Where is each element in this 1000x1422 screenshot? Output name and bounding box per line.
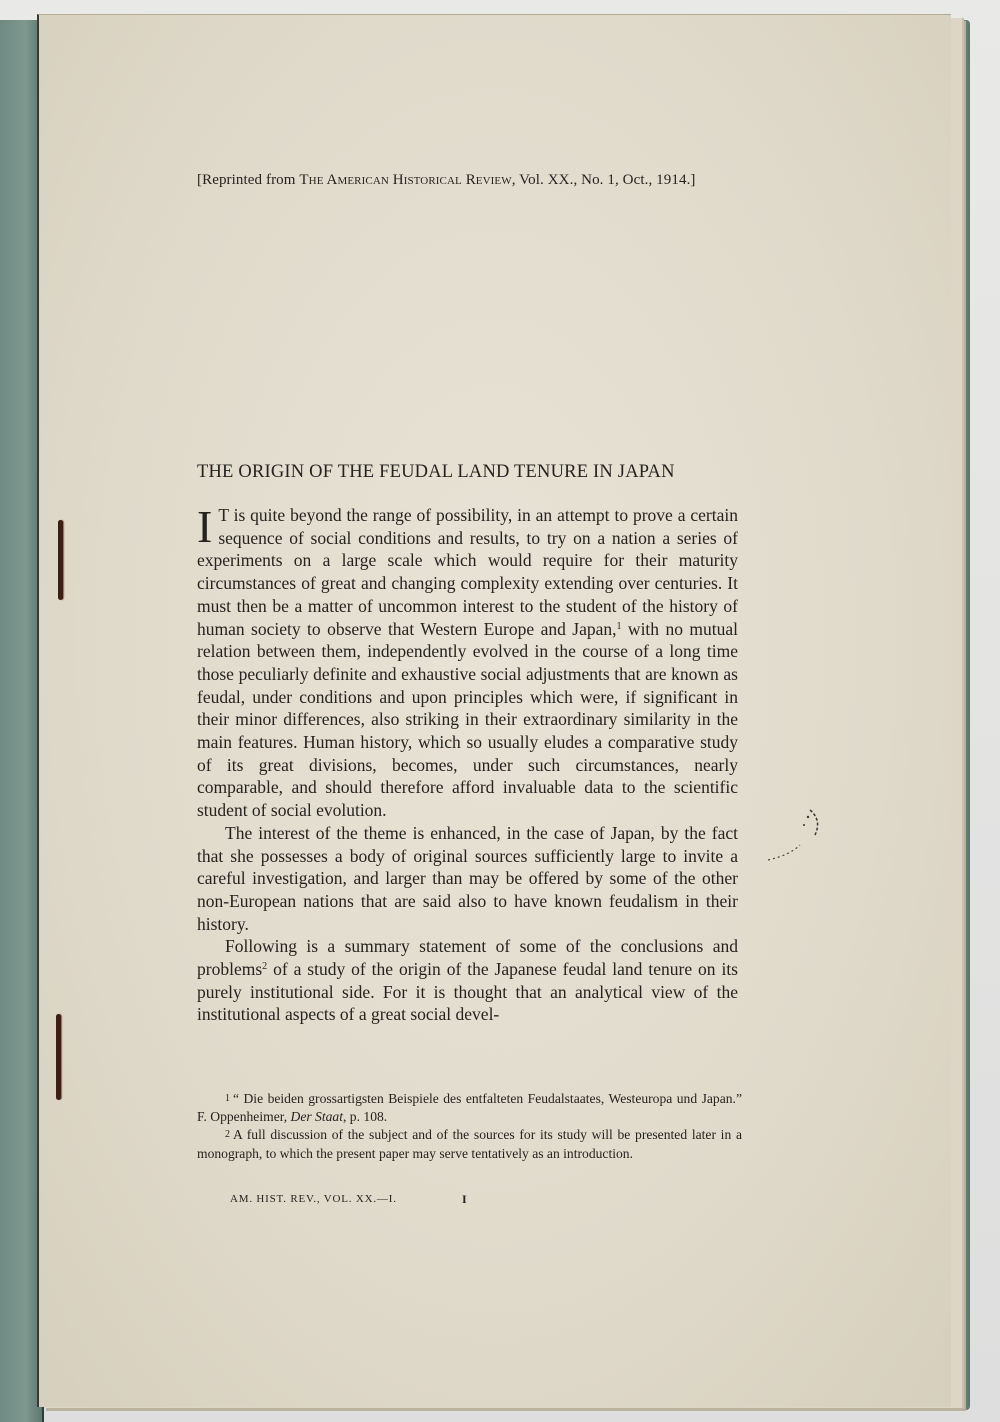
staple-top	[58, 520, 63, 600]
footnote-1-text-a: “ Die beiden grossartigsten Beispiele des entfalteten Feudalstaates, Westeuropa und Japan.” F. Oppenheimer,	[197, 1091, 742, 1125]
footnote-2-text: A full discussion of the subject and of the sources for its study will be presented later in a monograph, to which the present paper may serve tentatively as an introduction.	[197, 1127, 742, 1161]
drop-cap: I	[197, 501, 213, 552]
journal-name: The American Historical Review	[299, 172, 512, 188]
footnote-ref-2: 2	[262, 961, 268, 973]
footnote-1-number: 1	[225, 1093, 230, 1104]
paragraph-1	[197, 501, 738, 822]
reprint-header-prefix: [Reprinted from	[197, 172, 300, 188]
footnotes	[197, 1090, 742, 1163]
signature-line: AM. HIST. REV., VOL. XX.—I.	[230, 1193, 397, 1205]
footnote-1-italic: Der Staat	[290, 1109, 343, 1125]
article-body	[197, 501, 738, 1026]
paragraph-1-text-b: with no mutual relation between them, independently evolved in the course of a long time those peculiarly definite and exhaustive social adjustments that are known as feudal, under conditions and upon principles which were, if significant in their minor differences, also striking in their extraordinary similarity in the main features. Human history, which so usually eludes a comparative study of its great divisions, becomes, under such circumstances, nearly comparable, and should therefore afford invaluable data to the scientific student of social evolution.	[197, 618, 738, 821]
page-number: I	[462, 1192, 467, 1206]
article-title: THE ORIGIN OF THE FEUDAL LAND TENURE IN JAPAN	[197, 462, 675, 482]
paragraph-2: The interest of the theme is enhanced, in the case of Japan, by the fact that she possesses a body of original sources sufficiently large to invite a careful investigation, and larger than may be offered by some of the other non-European nations that are said also to have known feudalism in their history.	[197, 822, 738, 934]
paragraph-3-text-a: Following is a summary statement of some of the conclusions and problems	[197, 936, 738, 980]
stray-ink-marks	[760, 805, 830, 865]
footnote-2	[197, 1126, 742, 1162]
footnote-1	[197, 1090, 742, 1126]
footnote-1-text-b: , p. 108.	[343, 1109, 388, 1125]
staple-bottom	[56, 1014, 61, 1100]
paragraph-1-text-a: T is quite beyond the range of possibility, in an attempt to prove a certain sequence of social conditions and results, to try on a nation a series of experiments on a large scale which would require for their maturity circumstances of great and changing complexity extending over centuries. It must then be a matter of uncommon interest to the student of the history of human society to observe that Western Europe and Japan,	[197, 505, 738, 639]
reprint-header-suffix: , Vol. XX., No. 1, Oct., 1914.]	[511, 172, 696, 188]
footnote-ref-1: 1	[616, 620, 622, 632]
footnote-2-number: 2	[225, 1129, 230, 1141]
paragraph-3	[197, 935, 738, 1026]
reprint-header	[197, 172, 757, 189]
paragraph-3-text-b: of a study of the origin of the Japanese feudal land tenure on its purely institutional side. For it is thought that an analytical view of the institutional aspects of a great social devel-	[197, 959, 738, 1025]
